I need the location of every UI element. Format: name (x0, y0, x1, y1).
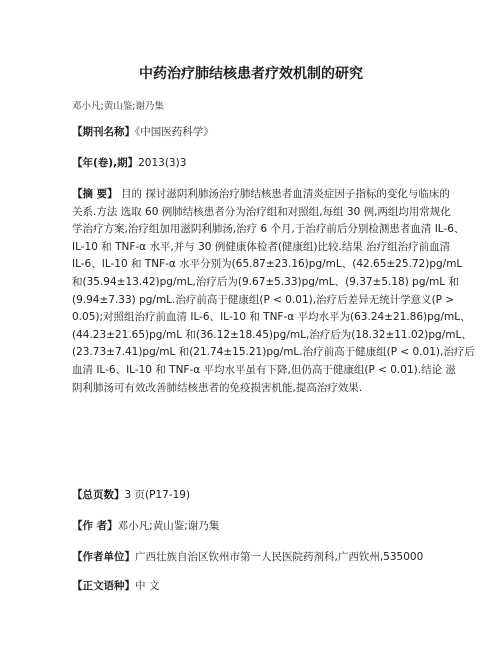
abstract-line: 和(35.94±13.42)pg/mL,治疗后为(9.67±5.33)pg/mL、(9.37±5.18) pg/mL 和 (72, 275, 459, 288)
abstract-block (72, 186, 475, 397)
affiliation-label: 【作者单位】 (72, 551, 135, 563)
year-issue-field (72, 155, 186, 170)
abstract-line (72, 186, 450, 204)
language-field (72, 578, 159, 593)
abstract-line: IL-6、IL-10 和 TNF-α 水平分别为(65.87±23.16)pg/mL、(42.65±25.72)pg/mL (72, 258, 463, 271)
journal-value: 《中国医药科学》 (135, 126, 214, 138)
journal-label: 【期刊名称】 (72, 126, 135, 138)
year-issue-label: 【年(卷),期】 (72, 157, 139, 169)
pages-value: 3 页(P17-19) (124, 489, 191, 501)
pages-label: 【总页数】 (72, 489, 125, 501)
year-issue-value: 2013(3)3 (138, 157, 187, 169)
language-value: 中 文 (135, 580, 160, 592)
journal-field (72, 124, 214, 139)
author-byline: 邓小凡;黄山鉴;谢乃集 (72, 101, 164, 112)
author-value: 邓小凡;黄山鉴;谢乃集 (117, 520, 220, 532)
abstract-line: (44.23±21.65)pg/mL 和(36.12±18.45)pg/mL,治疗后为(18.32±11.02)pg/mL、 (72, 328, 472, 341)
abstract-line: 关系.方法 选取 60 例肺结核患者分为治疗组和对照组,每组 30 例,两组均用常规化 (72, 205, 451, 218)
affiliation-field (72, 549, 423, 564)
abstract-line: IL-10 和 TNF-α 水平,并与 30 例健康体检者(健康组)比较.结果 治疗组治疗前血清 (72, 240, 451, 253)
article-title: 中药治疗肺结核患者疗效机制的研究 (139, 66, 363, 82)
abstract-line: 学治疗方案,治疗组加用滋阴利肺汤,治疗 6 个月,于治疗前后分别检测患者血清 IL-6、 (72, 223, 465, 236)
language-label: 【正文语种】 (72, 580, 135, 592)
abstract-line: 阴利肺汤可有效改善肺结核患者的免疫损害机能,提高治疗效果. (72, 381, 363, 394)
pages-field (72, 487, 190, 502)
abstract-label: 【摘 要】 (72, 188, 118, 200)
abstract-text: 目的 探讨滋阴利肺汤治疗肺结核患者血清炎症因子指标的变化与临床的 (121, 188, 450, 200)
affiliation-value: 广西壮族自治区钦州市第一人民医院药剂科,广西钦州,535000 (135, 551, 424, 563)
author-field (72, 518, 219, 533)
abstract-line: 0.05);对照组治疗前血清 IL-6、IL-10 和 TNF-α 平均水平为(63.24±21.86)pg/mL、 (72, 311, 471, 324)
abstract-line: 血清 IL-6、IL-10 和 TNF-α 平均水平虽有下降,但仍高于健康组(P < 0.01).结论 滋 (72, 363, 456, 376)
abstract-line: (9.94±7.33) pg/mL.治疗前高于健康组(P < 0.01),治疗后差异无统计学意义(P > (72, 293, 455, 306)
abstract-line: (23.73±7.41)pg/mL 和(21.74±15.21)pg/mL.治疗前高于健康组(P < 0.01),治疗后 (72, 346, 475, 359)
author-label: 【作 者】 (72, 520, 118, 532)
